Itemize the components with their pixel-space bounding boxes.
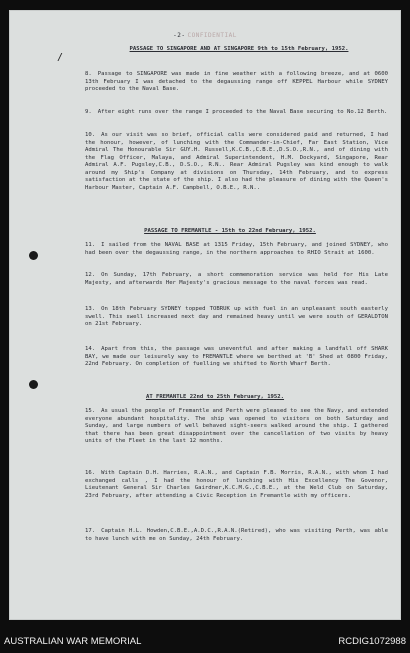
paragraph-text: As our visit was so brief, official calls were considered paid and returned, I had the honour, however, of lunching with the Commander-in-Chief, Far East Station, Vice Admiral The Honourable Sir GUY.H. Russell,K.C.B.,C.B.E.,D.S.O.,R.N., and of dining with the Flag Officer, Malaya, and Admiral Superintendent, H.M. Dockyard, Singapore, Rear Admiral A.F. Pugsley,C.B., D.S.O., R.N.. Rear Admiral Pugsley was kind enough to walk around my Ship's Company at divisions on Thursday, 14th February, and to express satisfaction at the state of the ship. I also had the pleasure of dining with the Queen's Harbour Master, Captain A.F. Campbell, O.B.E., R.N..: [85, 132, 388, 191]
paragraph-text: Apart from this, the passage was uneventful and after making a landfall off SHARK BAY, we made our leisurely way to FREMANTLE where we berthed at 'B' Shed at 0800 Friday, 22nd February. On completion of fuelling we shifted to North Wharf Berth.: [85, 346, 388, 367]
paragraph-number: 8.: [85, 71, 92, 77]
handwritten-tick-mark: /: [57, 52, 64, 63]
record-id: RCDIG1072988: [338, 636, 406, 647]
paragraph-number: 11.: [85, 242, 96, 248]
confidential-stamp: CONFIDENTIAL: [187, 32, 237, 39]
paragraph-text: Passage to SINGAPORE was made in fine weather with a following breeze, and at 0600 13th February I was detached to the degaussing range off KEPPEL Harbour while SYDNEY proceeded to the Naval Base.: [85, 71, 388, 92]
paragraph-text: With Captain D.H. Harries, R.A.N., and Captain F.B. Morris, R.A.N., with whom I had exchanged calls , I had the honour of lunching with His Excellency The Govenor, Lieutenant General Sir Charles Gairdner,K.C.M.G.,C.B.E., at the Weld Club on Saturday, 23rd February, after attending a Civic Reception in Fremantle with my officers.: [85, 470, 388, 499]
paragraph-number: 13.: [85, 306, 96, 312]
page-number: [9, 32, 401, 39]
paragraph-number: 12.: [85, 272, 96, 278]
page-number-text: -2-: [173, 32, 186, 39]
paragraph-text: As usual the people of Fremantle and Perth were pleased to see the Navy, and extended everyone abundant hospitality. The ship was opened to visitors on both Saturday and Sunday, and large numbers of well behaved sight-seers walked around the ship. I gathered that there has been great disappointment over the cancellation of two visits by heavy units of the Fleet in the last 12 months.: [85, 408, 388, 444]
section-heading-singapore: PASSAGE TO SINGAPORE AND AT SINGAPORE 9th to 15th February, 1952.: [129, 46, 349, 52]
paragraph-text: After eight runs over the range I proceeded to the Naval Base securing to No.12 Berth.: [97, 109, 388, 115]
paragraph-text: On 18th February SYDNEY topped TOBRUK up with fuel in an unpleasant south easterly swell. This swell increased next day and remained heavy until we were south of GERALDTON on 21st February.: [85, 306, 388, 327]
section-heading-at-fremantle: AT FREMANTLE 22nd to 25th February, 1952.: [145, 394, 285, 400]
paragraph-number: 16.: [85, 470, 96, 476]
paragraph-9: [85, 109, 388, 117]
paragraph-number: 14.: [85, 346, 96, 352]
paragraph-12: [85, 272, 388, 287]
paragraph-15: [85, 408, 388, 446]
paragraph-11: [85, 242, 388, 257]
paragraph-text: On Sunday, 17th February, a short commemoration service was held for His Late Majesty, and afterwards Her Majesty's gracious message to the naval forces was read.: [85, 272, 388, 286]
paragraph-13: [85, 306, 388, 329]
archive-name: AUSTRALIAN WAR MEMORIAL: [4, 636, 142, 647]
paragraph-text: I sailed from the NAVAL BASE at 1315 Friday, 15th February, and joined SYDNEY, who had been over the degaussing range, in the northern approaches to RHIO Strait at 1600.: [85, 242, 388, 256]
paragraph-16: [85, 470, 388, 500]
paragraph-17: [85, 528, 388, 543]
paragraph-14: [85, 346, 388, 369]
document-page: [9, 10, 401, 620]
paragraph-10: [85, 132, 388, 192]
paragraph-8: [85, 71, 388, 94]
paragraph-number: 15.: [85, 408, 96, 414]
section-heading-fremantle-passage: PASSAGE TO FREMANTLE - 15th to 22nd February, 1952.: [144, 228, 316, 234]
archive-footer-bar: [0, 630, 410, 653]
punch-hole: [29, 380, 38, 389]
punch-hole: [29, 251, 38, 260]
paragraph-text: Captain H.L. Howden,C.B.E.,A.D.C.,R.A.N.(Retired), who was visiting Perth, was able to have lunch with me on Sunday, 24th February.: [85, 528, 388, 542]
paragraph-number: 17.: [85, 528, 96, 534]
paragraph-number: 10.: [85, 132, 96, 138]
paragraph-number: 9.: [85, 109, 92, 115]
